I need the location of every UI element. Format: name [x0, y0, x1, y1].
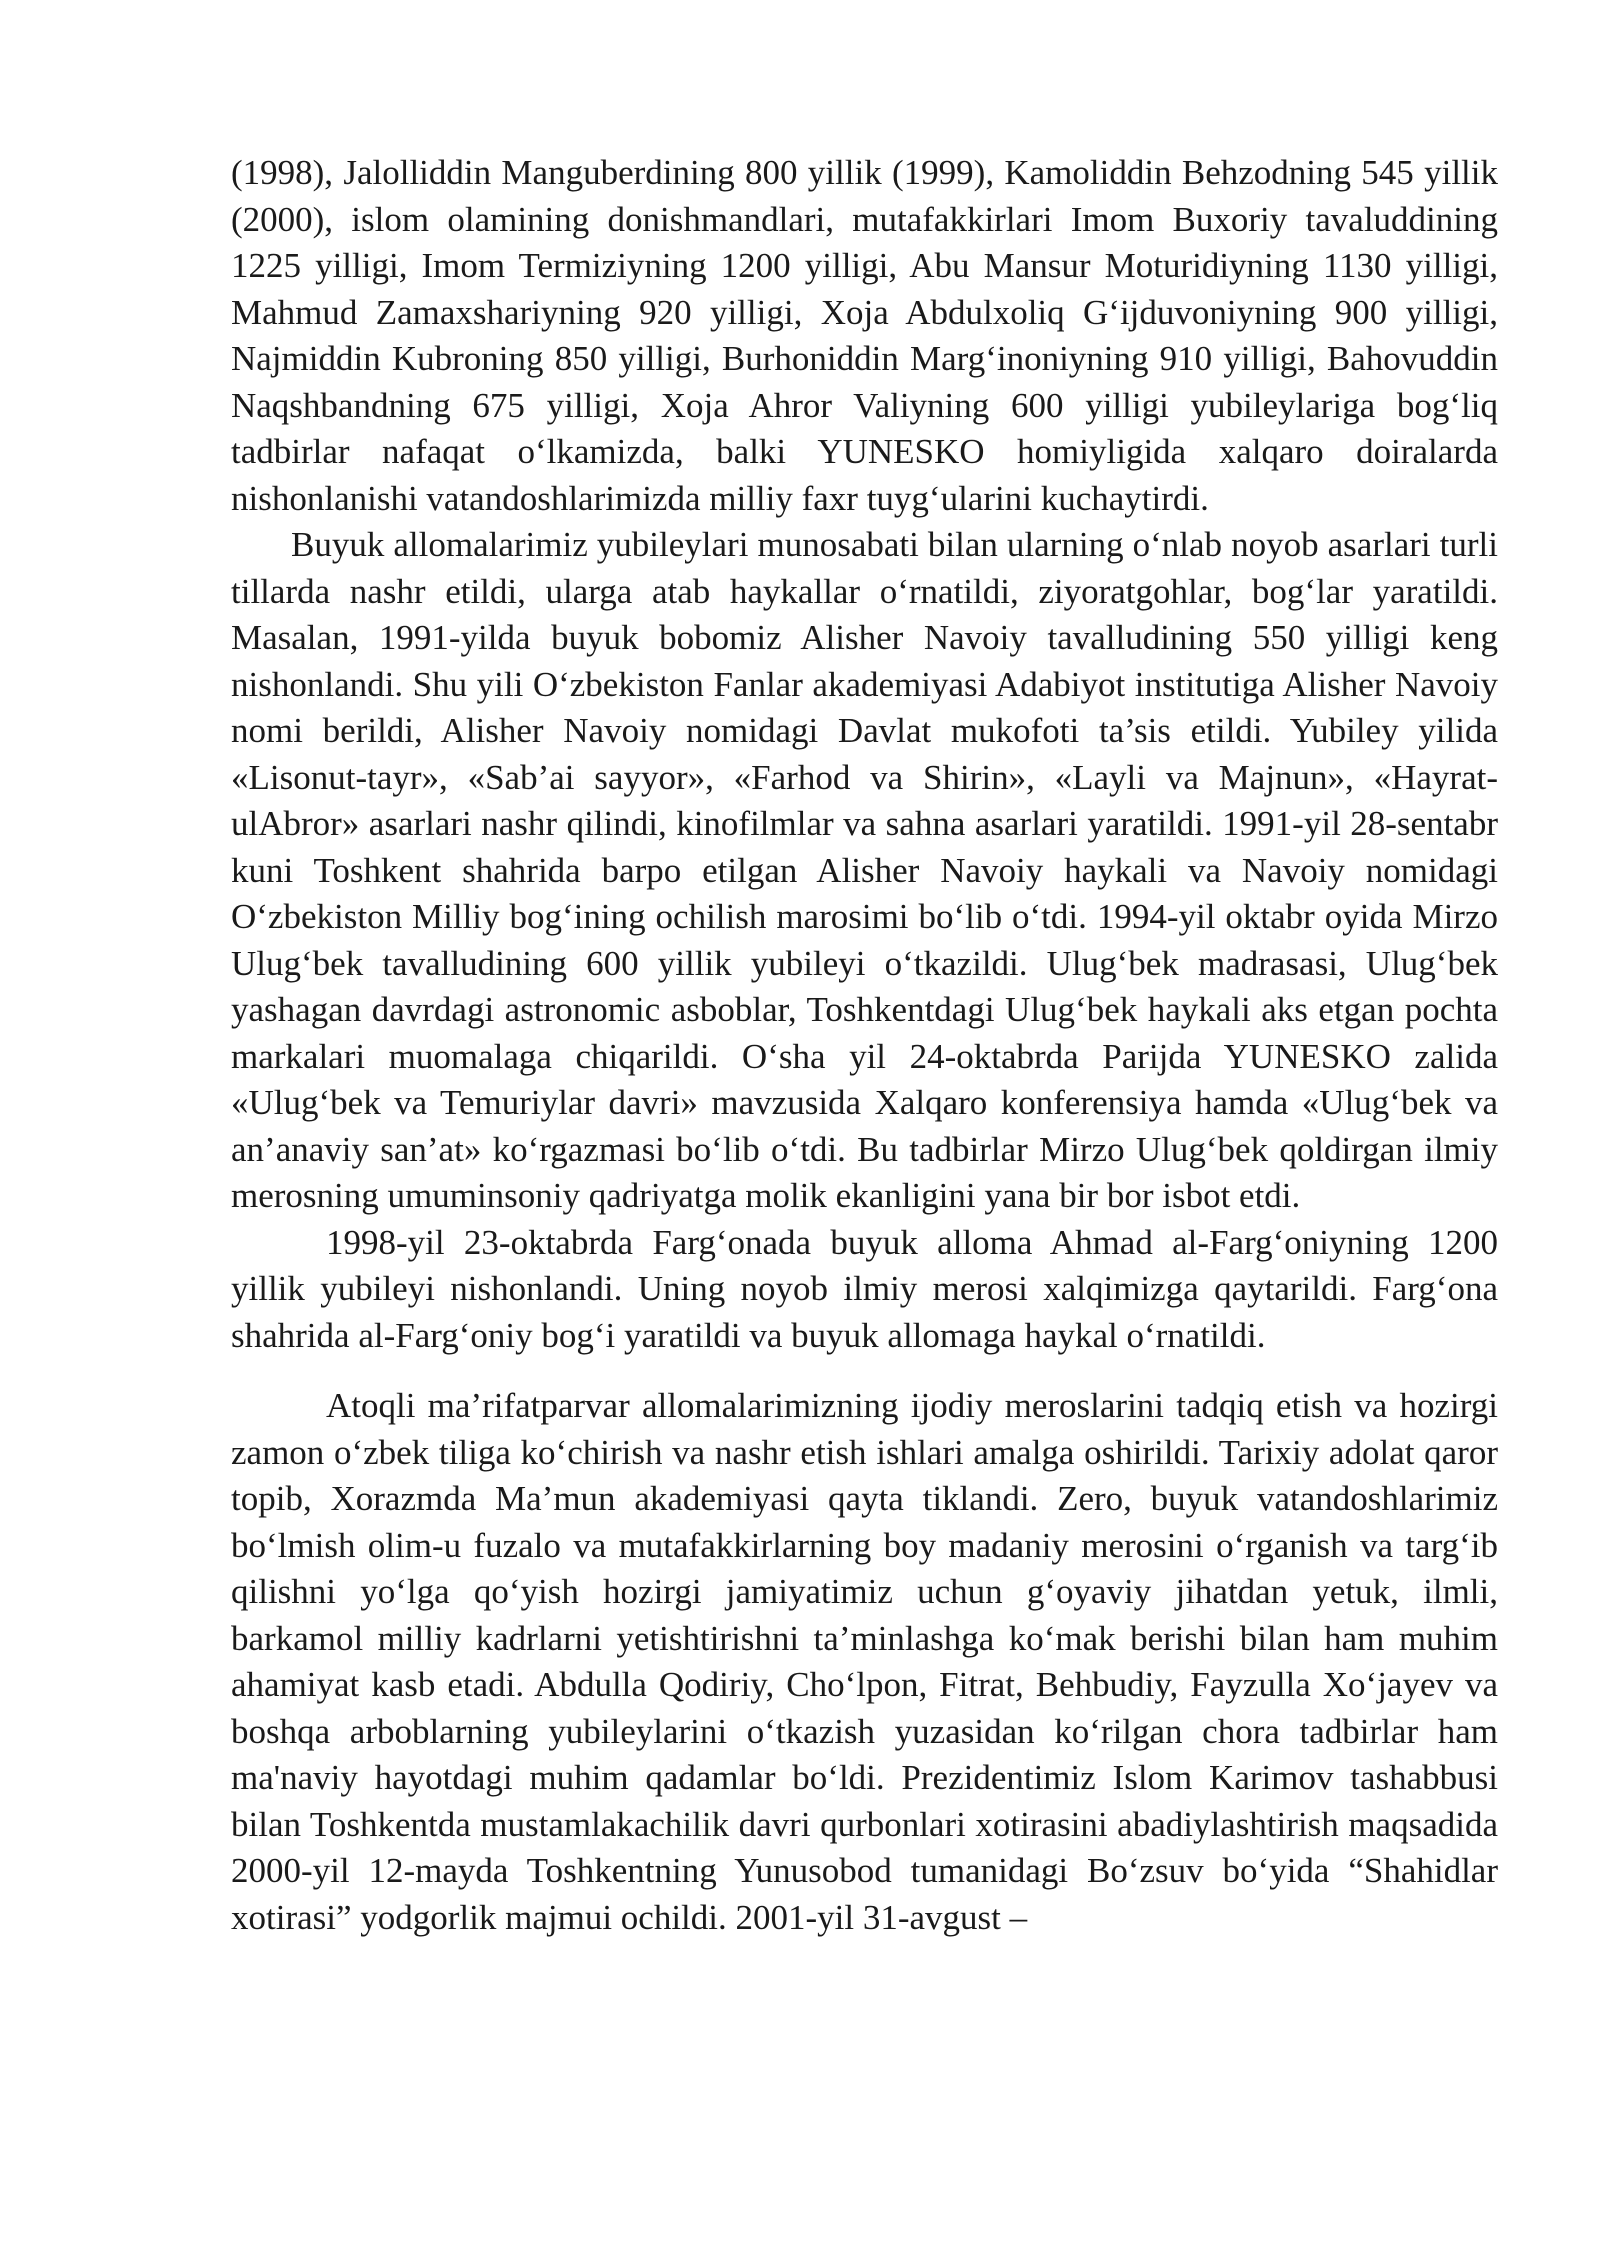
paragraph-fargoniy: 1998-yil 23-oktabrda Farg‘onada buyuk alloma Ahmad al-Farg‘oniyning 1200 yillik yubileyi nishonlandi. Uning noyob ilmiy merosi xalqimizga qaytarildi. Farg‘ona shahrida al-Farg‘oniy bog‘i yaratildi va buyuk allomaga haykal o‘rnatildi.: [231, 1222, 1498, 1355]
document-body: [231, 150, 1498, 1941]
paragraph-navoiy-ulugbek: Buyuk allomalarimiz yubileylari munosabati bilan ularning o‘nlab noyob asarlari turli tillarda nashr etildi, ularga atab haykallar o‘rnatildi, ziyoratgohlar, bog‘lar yaratildi. Masalan, 1991-yilda buyuk bobomiz Alisher Navoiy tavalludining 550 yilligi keng nishonlandi. Shu yili O‘zbekiston Fanlar akademiyasi Adabiyot institutiga Alisher Navoiy nomi berildi, Alisher Navoiy nomidagi Davlat mukofoti ta’sis etildi. Yubiley yilida «Lisonut-tayr», «Sab’ai sayyor», «Farhod va Shirin», «Layli va Majnun», «Hayrat-ulAbror» asarlari nashr qilindi, kinofilmlar va sahna asarlari yaratildi. 1991-yil 28-sentabr kuni Toshkent shahrida barpo etilgan Alisher Navoiy haykali va Navoiy nomidagi O‘zbekiston Milliy bog‘ining ochilish marosimi bo‘lib o‘tdi. 1994-yil oktabr oyida Mirzo Ulug‘bek tavalludining 600 yillik yubileyi o‘tkazildi. Ulug‘bek madrasasi, Ulug‘bek yashagan davrdagi astronomic asboblar, Toshkentdagi Ulug‘bek haykali aks etgan pochta markalari muomalaga chiqarildi. O‘sha yil 24-oktabrda Parijda YUNESKO zalida «Ulug‘bek va Temuriylar davri» mavzusida Xalqaro konferensiya hamda «Ulug‘bek va an’anaviy san’at» ko‘rgazmasi bo‘lib o‘tdi. Bu tadbirlar Mirzo Ulug‘bek qoldirgan ilmiy merosning umuminsoniy qadriyatga molik ekanligini yana bir bor isbot etdi.: [231, 525, 1498, 1215]
paragraph-heritage: Atoqli ma’rifatparvar allomalarimizning ijodiy meroslarini tadqiq etish va hozirgi zamon o‘zbek tiliga ko‘chirish va nashr etish ishlari amalga oshirildi. Tarixiy adolat qaror topib, Xorazmda Ma’mun akademiyasi qayta tiklandi. Zero, buyuk vatandoshlarimiz bo‘lmish olim-u fuzalo va mutafakkirlarning boy madaniy merosini o‘rganish va targ‘ib qilishni yo‘lga qo‘yish hozirgi jamiyatimiz uchun g‘oyaviy jihatdan yetuk, ilmli, barkamol milliy kadrlarni yetishtirishni ta’minlashga ko‘mak berishi bilan ham muhim ahamiyat kasb etadi. Abdulla Qodiriy, Cho‘lpon, Fitrat, Behbudiy, Fayzulla Xo‘jayev va boshqa arboblarning yubileylarini o‘tkazish yuzasidan ko‘rilgan chora tadbirlar ham ma'naviy hayotdagi muhim qadamlar bo‘ldi. Prezidentimiz Islom Karimov tashabbusi bilan Toshkentda mustamlakachilik davri qurbonlari xotirasini abadiylashtirish maqsadida 2000-yil 12-mayda Toshkentning Yunusobod tumanidagi Bo‘zsuv bo‘yida “Shahidlar xotirasi” yodgorlik majmui ochildi. 2001-yil 31-avgust –: [231, 1386, 1498, 1937]
paragraph-jubilees-list: (1998), Jalolliddin Manguberdining 800 yillik (1999), Kamoliddin Behzodning 545 yillik (2000), islom olamining donishmandlari, mutafakkirlari Imom Buxoriy tavaluddining 1225 yilligi, Imom Termiziyning 1200 yilligi, Abu Mansur Moturidiyning 1130 yilligi, Mahmud Zamaxshariyning 920 yilligi, Xoja Abdulxoliq G‘ijduvoniyning 900 yilligi, Najmiddin Kubroning 850 yilligi, Burhoniddin Marg‘inoniyning 910 yilligi, Bahovuddin Naqshbandning 675 yilligi, Xoja Ahror Valiyning 600 yilligi yubileylariga bog‘liq tadbirlar nafaqat o‘lkamizda, balki YUNESKO homiyligida xalqaro doiralarda nishonlanishi vatandoshlarimizda milliy faxr tuyg‘ularini kuchaytirdi.: [231, 153, 1498, 518]
